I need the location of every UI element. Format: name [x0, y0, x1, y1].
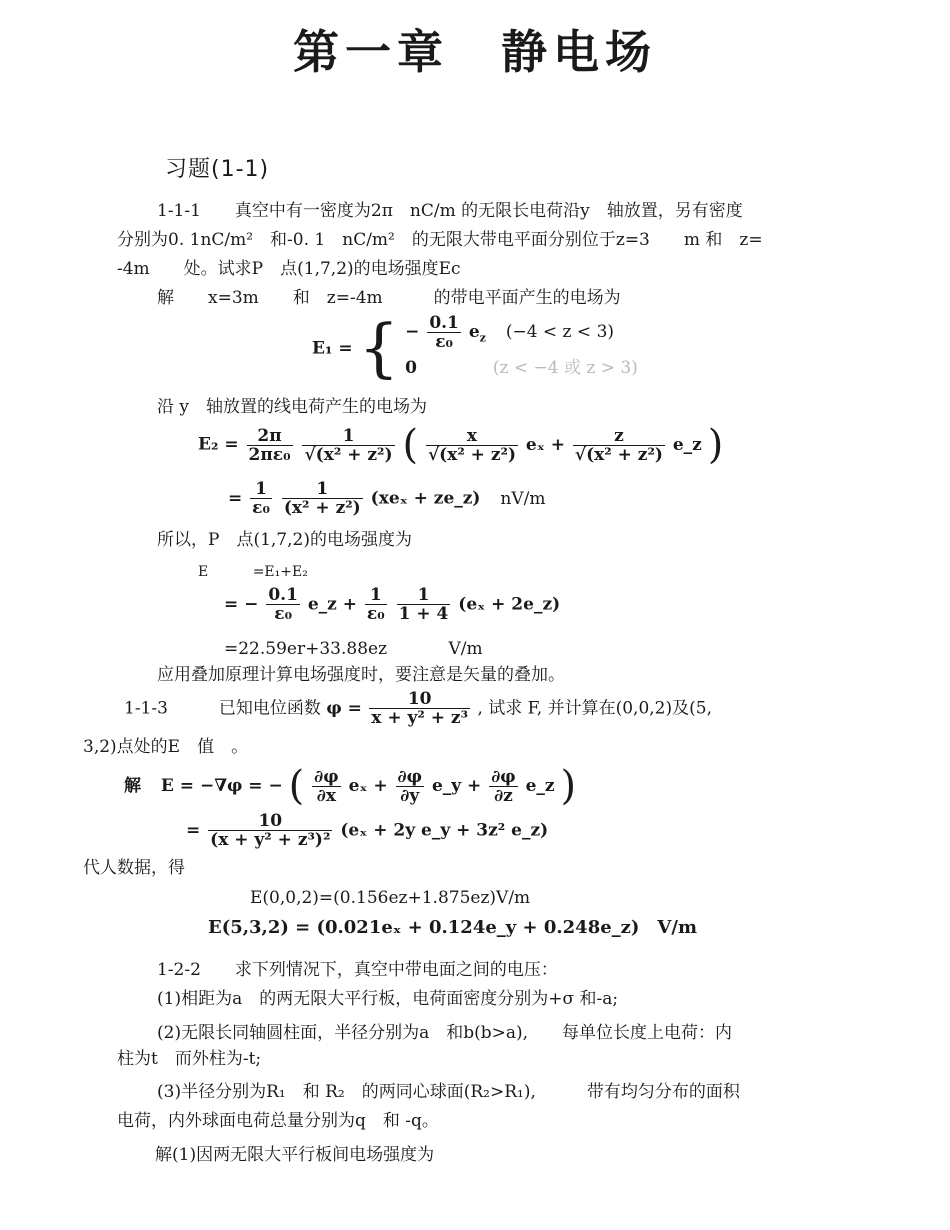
e2-vector: (xeₓ + ze_z) [370, 488, 481, 509]
e1-case2: 0 (z < −4 或 z > 3) [405, 358, 638, 379]
e1-ez: $e_z$ [468, 322, 486, 345]
equation-e1 [312, 311, 638, 386]
e2-ez: e_z [672, 435, 702, 455]
e-h2: $\frac{1}{\text{ε₀}}$ [366, 585, 385, 624]
e1-condition2: (z < −4 或 z > 3) [492, 358, 638, 379]
result-1: E(0,0,2)=(0.156ez+1.875ez)V/m [250, 888, 531, 908]
e1-lhs: E₁ = [312, 338, 353, 359]
e2-ex: eₓ + [525, 435, 565, 455]
result-2: E(5,3,2) = (0.021eₓ + 0.124e_y + 0.248e_z) V/m [208, 917, 698, 938]
problem-1-2-2-item1: (1)相距为a 的两无限大平行板，电荷面密度分别为+σ 和-a; [157, 989, 619, 1009]
e-h3: $\frac{1}{1 + 4}$ [398, 585, 449, 624]
note-text: 应用叠加原理计算电场强度时，要注意是矢量的叠加。 [157, 665, 565, 685]
problem-1-1-1-line2: 分别为0. 1nC/m² 和-0. 1 nC/m² 的无限大带电平面分别位于z=3 m 和 z= [117, 230, 763, 250]
solution-1-2-2-intro: 解(1)因两无限大平行板间电场强度为 [155, 1145, 435, 1165]
solution-label: 解 [124, 776, 141, 796]
grad-d2: $\frac{\partial\varphi}{\partial y}$ [397, 766, 423, 806]
problem-1-2-2-item2-line2: 柱为t 而外柱为-t; [117, 1049, 262, 1069]
e2-frac2: $\frac{1}{\text{√(x² + z²)}}$ [304, 425, 393, 465]
grad-d3: $\frac{\partial\varphi}{\partial z}$ [491, 766, 516, 806]
line-charge-text: 沿 y 轴放置的线电荷产生的电场为 [157, 397, 428, 417]
substitution-text: 代人数据，得 [83, 858, 185, 878]
e2-frac1: $\frac{2\pi}{\text{2πε₀}}$ [248, 425, 291, 465]
e-total-line3: =22.59er+33.88ez V/m [224, 639, 483, 659]
e2-close-paren: ) [707, 422, 724, 468]
equation-e2-line1 [198, 422, 724, 468]
problem-1-1-1-line1: 1-1-1 真空中有一密度为2π nC/m 的无限长电荷沿y 轴放置，另有密度 [157, 201, 743, 221]
gradient-line2: = $\frac{10}{\text{(x + y² + z³)²}}$ (eₓ + 2y e_y + 3z² e_z) [186, 811, 549, 850]
e-h1: $\frac{0.1}{\text{ε₀}}$ [268, 585, 298, 624]
so-text: 所以，P 点(1,7,2)的电场强度为 [157, 530, 412, 550]
problem-1-2-2-head: 1-2-2 求下列情况下，真空中带电面之间的电压： [157, 960, 558, 980]
e1-cases [405, 314, 638, 383]
phi-symbol: φ = [326, 698, 362, 719]
e2-frac3: $\frac{x}{\text{√(x² + z²)}}$ [427, 425, 516, 465]
e1-case1 [405, 314, 638, 353]
problem-1-1-3-line2: 3,2)点处的E 值 。 [83, 737, 249, 757]
problem-1-2-2-item3-line1: (3)半径分别为R₁ 和 R₂ 的两同心球面(R₂>R₁), 带有均匀分布的面积 [157, 1082, 740, 1102]
problem-1-1-1-line3: -4m 处。试求P 点(1,7,2)的电场强度Ec [117, 259, 461, 279]
solution-1-1-1-intro: 解 x=3m 和 z=-4m 的带电平面产生的电场为 [157, 288, 621, 308]
problem-1-2-2-item3-line2: 电荷，内外球面电荷总量分别为q 和 -q。 [117, 1111, 439, 1131]
e2-frac4: $\frac{z}{\text{√(x² + z²)}}$ [574, 425, 663, 465]
e1-brace: { [358, 311, 400, 386]
e1-condition1: (−4 < z < 3) [505, 322, 615, 342]
gradient-line1: 解 E = −∇φ = − ( $\frac{\partial\varphi}{\partial x}$ eₓ + $\frac{\partial\varphi}{\partial y}$ e_y + $\frac{\partial\varphi}{\partial z}$ e_z ) [124, 763, 577, 809]
phi-fraction: $\frac{10}{\text{x + y² + z³}}$ [371, 689, 469, 728]
e2-unit: nV/m [500, 488, 546, 509]
e1-minus: − [405, 322, 420, 342]
e2-equals: = [228, 488, 243, 509]
problem-1-2-2-item2-line1: (2)无限长同轴圆柱面，半径分别为a 和b(b>a), 每单位长度上电荷：内 [157, 1023, 733, 1043]
grad-d1: $\frac{\partial\varphi}{\partial x}$ [314, 766, 339, 806]
e2-open-paren: ( [402, 422, 419, 468]
e2-lhs: E₂ = [198, 434, 239, 455]
e-total-line1: E =E₁+E₂ [198, 564, 308, 580]
grad-result-frac: $\frac{10}{\text{(x + y² + z³)²}}$ [210, 811, 331, 850]
section-heading: 习题(1-1) [165, 157, 270, 182]
e-total-line2: = − $\frac{0.1}{\text{ε₀}}$ e_z + $\frac{1}{\text{ε₀}}$ $\frac{1}{1 + 4}$ (eₓ + 2e_z) [224, 585, 561, 624]
e2-g2: $\frac{1}{\text{(x² + z²)}}$ [283, 479, 361, 518]
e2-g1: $\frac{1}{\text{ε₀}}$ [252, 479, 270, 518]
e1-fraction: $\frac{0.1}{\text{ε₀}}$ [429, 313, 459, 352]
chapter-title: 第一章 静电场 [293, 25, 657, 79]
equation-e2-line2 [228, 480, 545, 517]
problem-1-1-3-line1: 1-1-3 已知电位函数 φ = $\frac{10}{\text{x + y² + z³}}$ , 试求 F, 并计算在(0,0,2)及(5, [124, 689, 712, 728]
